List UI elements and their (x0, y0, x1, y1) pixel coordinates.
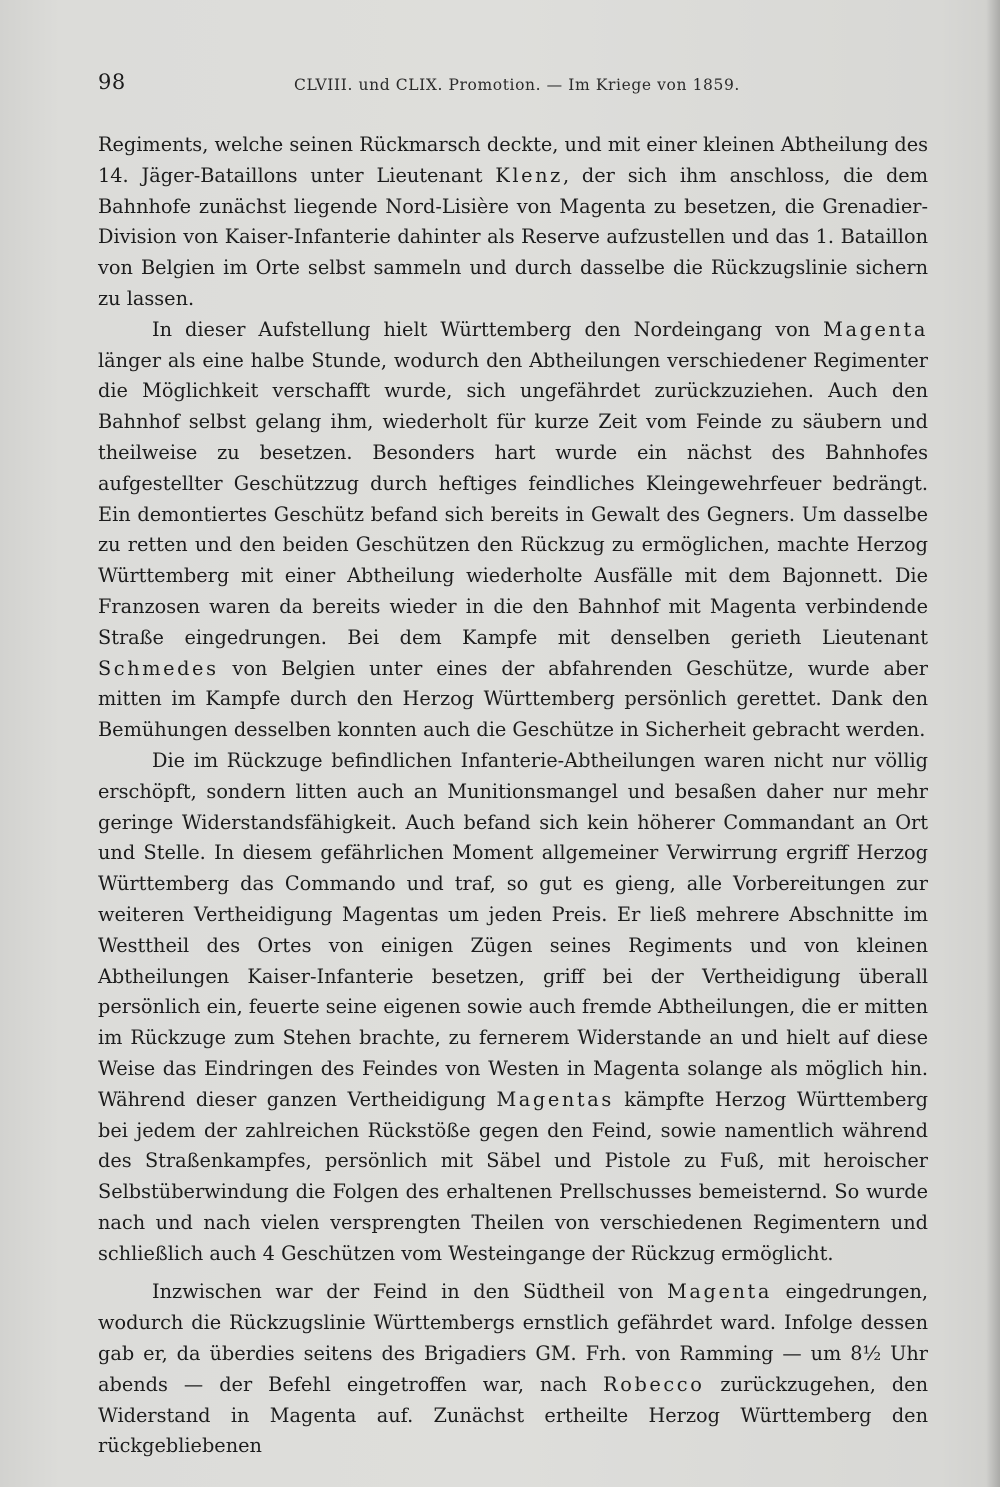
page-header (98, 70, 938, 100)
paragraph (98, 130, 928, 315)
spaced-name: Schmedes (98, 656, 219, 680)
page-edge-shadow (986, 0, 1000, 1487)
text-run: eingedrungen, wodurch die Rückzugslinie Württembergs ernstlich gefährdet ward. Infolge dessen gab er, da überdies seitens des Brigadiers GM. Frh. von Ramming — um 8½ Uhr abends — der Befehl eingetroffen war, nach (98, 1280, 928, 1396)
text-run: Inzwischen war der Feind in den Südtheil von (152, 1280, 668, 1304)
text-run: länger als eine halbe Stunde, wodurch den Abtheilungen verschiedener Regimenter die Möglichkeit verschafft wurde, sich ungefährdet zurückzuziehen. Auch den Bahnhof selbst gelang ihm, wiederholt für kurze Zeit vom Feinde zu säubern und theilweise zu besetzen. Besonders hart wurde ein nächst des Bahnhofes aufgestellter Geschützzug durch heftiges feindliches Kleingewehrfeuer bedrängt. Ein demontiertes Geschütz befand sich bereits in Gewalt des Gegners. Um dasselbe zu retten und den beiden Geschützen den Rückzug zu ermöglichen, machte Herzog Württemberg mit einer Abtheilung wiederholte Ausfälle mit dem Bajonnett. Die Franzosen waren da bereits wieder in die den Bahnhof mit Magenta verbindende Straße eingedrungen. Bei dem Kampfe mit denselben gerieth Lieutenant (98, 348, 928, 649)
text-run: , der sich ihm anschloss, die dem Bahnhofe zunächst liegende Nord-Lisière von Magenta zu besetzen, die Grenadier-Division von Kaiser-Infanterie dahinter als Reserve aufzustellen und das 1. Bataillon von Belgien im Orte selbst sammeln und durch dasselbe die Rückzugslinie sichern zu lassen. (98, 163, 928, 310)
spaced-name: Magenta (823, 317, 928, 341)
paragraph (98, 746, 928, 1270)
spaced-name: Magenta (667, 1280, 772, 1304)
paragraph (98, 1277, 928, 1462)
running-head: CLVIII. und CLIX. Promotion. — Im Kriege von 1859. (294, 76, 740, 94)
paragraph (98, 315, 928, 746)
body-text (98, 130, 928, 1462)
spaced-name: Magentas (496, 1087, 614, 1111)
page-number: 98 (98, 70, 126, 94)
spaced-name: Klenz (495, 163, 563, 187)
text-run: zurückzugehen, den Widerstand in Magenta auf. Zunächst ertheilte Herzog Württemberg den rückgebliebenen (98, 1372, 929, 1458)
text-run: Regiments, welche seinen Rückmarsch deckte, und mit einer kleinen Abtheilung des 14. Jäger-Bataillons unter Lieutenant (98, 133, 928, 187)
text-run: Die im Rückzuge befindlichen Infanterie-Abtheilungen waren nicht nur völlig erschöpft, sondern litten auch an Munitionsmangel und besaßen daher nur mehr geringe Widerstandsfähigkeit. Auch befand sich kein höherer Commandant an Ort und Stelle. In diesem gefährlichen Moment allgemeiner Verwirrung ergriff Herzog Württemberg das Commando und traf, so gut es gieng, alle Vorbereitungen zur weiteren Vertheidigung Magentas um jeden Preis. Er ließ mehrere Abschnitte im Westtheil des Ortes von einigen Zügen seines Regiments und von kleinen Abtheilungen Kaiser-Infanterie besetzen, griff bei der Vertheidigung überall persönlich ein, feuerte seine eigenen sowie auch fremde Abtheilungen, die er mitten im Rückzuge zum Stehen brachte, zu fernerem Widerstande an und hielt auf diese Weise das Eindringen des Feindes von Westen in Magenta solange als möglich hin. Während dieser ganzen Vertheidigung (98, 748, 928, 1111)
text-run: von Belgien unter eines der abfahrenden Geschütze, wurde aber mitten im Kampfe durch den Herzog Württemberg persönlich gerettet. Dank den Bemühungen desselben konnten auch die Geschütze in Sicherheit gebracht werden. (98, 656, 928, 742)
spaced-name: Robecco (603, 1372, 705, 1396)
text-run: kämpfte Herzog Württemberg bei jedem der zahlreichen Rückstöße gegen den Feind, sowie namentlich während des Straßenkampfes, persönlich mit Säbel und Pistole zu Fuß, mit heroischer Selbstüberwindung die Folgen des erhaltenen Prellschusses bemeisternd. So wurde nach und nach vielen versprengten Theilen von verschiedenen Regimentern und schließlich auch 4 Geschützen vom Westeingange der Rückzug ermöglicht. (98, 1087, 928, 1265)
text-run: In dieser Aufstellung hielt Württemberg den Nordeingang von (152, 317, 824, 341)
